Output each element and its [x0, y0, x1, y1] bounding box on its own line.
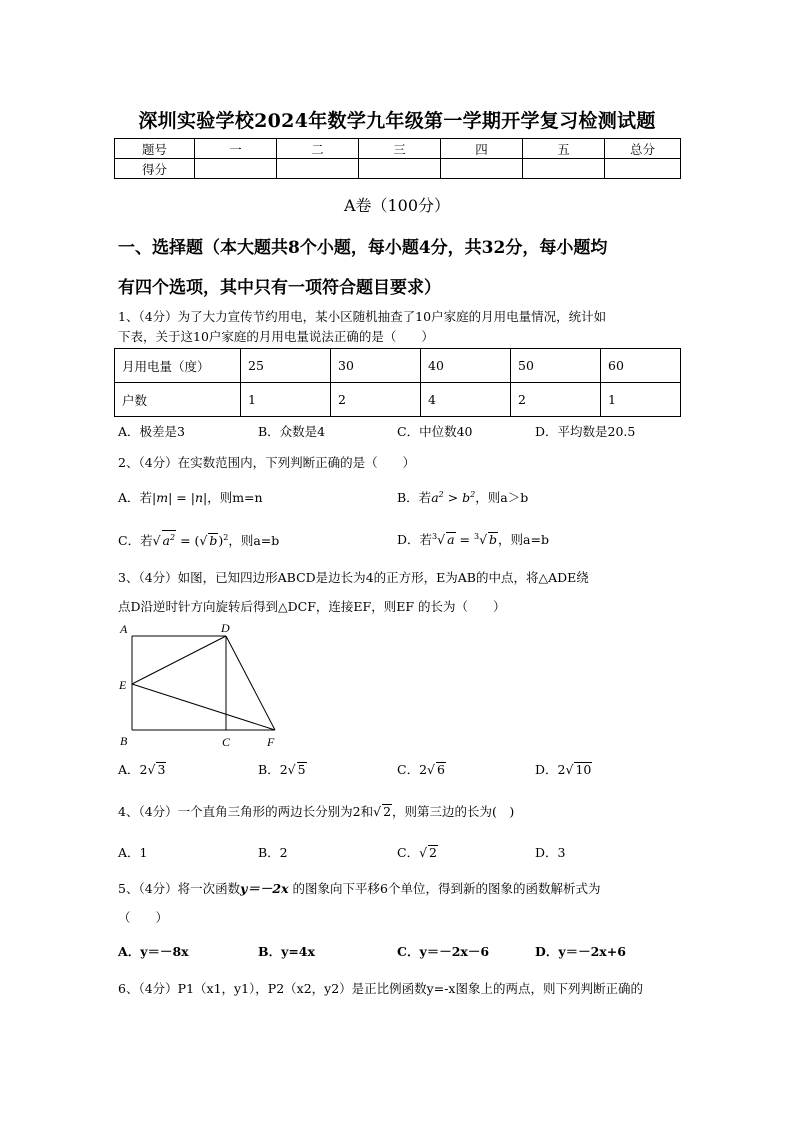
q2-option-b-prefix: B．若	[397, 490, 432, 505]
q3-figure	[112, 618, 292, 753]
q2-option-a[interactable]	[118, 488, 263, 506]
score-table	[114, 138, 681, 179]
q1-table-cell: 60	[601, 349, 681, 383]
score-header-cell: 一	[195, 139, 277, 159]
label-a: A	[120, 622, 128, 636]
q4-option-c-letter: C．	[397, 845, 420, 860]
q4-stem-suffix: ，则第三边的长为( )	[392, 804, 515, 819]
q3-option-b[interactable]: B．2√ 5	[258, 762, 306, 777]
q1-table-row	[115, 383, 681, 417]
q1-option-c[interactable]: C．中位数40	[397, 424, 473, 439]
q4-stem-prefix: 4、（4分）一个直角三角形的两边长分别为2和	[118, 804, 374, 819]
score-header-cell: 二	[277, 139, 359, 159]
score-header-cell: 五	[523, 139, 605, 159]
q2-option-b-formula: $a^2 > b^2$	[431, 489, 476, 505]
q5-function: y＝－2x	[240, 881, 289, 896]
q3-option-a-radicand: 3	[157, 762, 166, 777]
part1-heading-line2: 有四个选项，其中只有一项符合题目要求）	[118, 278, 441, 298]
segment-ed	[132, 636, 226, 684]
q5-stem-prefix: 5、（4分）将一次函数	[118, 881, 241, 896]
q1-table-cell: 2	[511, 383, 601, 417]
q5-option-d[interactable]: D．y＝－2x+6	[535, 944, 626, 959]
q1-table-cell: 1	[601, 383, 681, 417]
score-table-score-row	[115, 159, 681, 179]
score-header-cell: 总分	[605, 139, 681, 159]
score-table-header-row	[115, 139, 681, 159]
score-cell	[441, 159, 523, 179]
q5-option-a[interactable]: A．y＝－8x	[118, 944, 189, 959]
q5-stem-line2: （ ）	[118, 910, 169, 925]
q4-option-c[interactable]: C．√ 2	[397, 845, 437, 860]
q3-option-c-letter: C．	[397, 762, 420, 777]
q1-data-table	[114, 348, 681, 417]
q4-option-c-radicand: 2	[429, 845, 437, 860]
q1-option-b[interactable]: B．众数是4	[258, 424, 326, 439]
q1-table-cell: 1	[241, 383, 331, 417]
segment-ef	[132, 684, 275, 730]
part1-heading-line1: 一、选择题（本大题共8个小题，每小题4分，共32分，每小题均	[118, 238, 608, 258]
segment-df	[226, 636, 275, 730]
score-header-cell: 题号	[115, 139, 195, 159]
score-cell	[195, 159, 277, 179]
q3-option-a[interactable]: A．2√ 3	[118, 762, 166, 777]
q2-option-a-formula: |m| = |n|	[152, 490, 208, 505]
q2-option-c[interactable]	[118, 530, 279, 549]
q1-stem-line1: 1、（4分）为了大力宣传节约用电，某小区随机抽查了10户家庭的月用电量情况，统计如	[118, 309, 607, 324]
score-header-cell: 四	[441, 139, 523, 159]
q4-option-b[interactable]: B．2	[258, 845, 288, 860]
q2-option-d[interactable]	[397, 530, 549, 548]
q1-table-cell: 4	[421, 383, 511, 417]
q3-option-b-radicand: 5	[297, 762, 306, 777]
q3-option-d-letter: D．	[535, 762, 558, 777]
q1-option-a[interactable]: A．极差是3	[118, 424, 185, 439]
label-b: B	[120, 734, 128, 748]
q1-table-cell: 月用电量（度）	[115, 349, 241, 383]
q6-stem: 6、（4分）P1（x1，y1），P2（x2，y2）是正比例函数y=-x图象上的两点，则下列判断正确的	[118, 981, 643, 996]
q2-option-c-formula: √ $a^2$ = (√ b)$^2$	[153, 533, 229, 548]
q2-option-a-prefix: A．若	[118, 490, 153, 505]
q1-option-d[interactable]: D．平均数是20.5	[535, 424, 636, 439]
score-header-cell: 三	[359, 139, 441, 159]
score-cell	[605, 159, 681, 179]
q3-option-d[interactable]: D．2√ 10	[535, 762, 592, 777]
score-cell	[359, 159, 441, 179]
q4-option-a[interactable]: A．1	[118, 845, 148, 860]
q1-table-cell: 户数	[115, 383, 241, 417]
q3-option-a-coef: 2	[139, 762, 148, 777]
score-cell	[523, 159, 605, 179]
page-title: 深圳实验学校2024年数学九年级第一学期开学复习检测试题	[138, 110, 656, 132]
q4-stem: 4、（4分）一个直角三角形的两边长分别为2和√ 2，则第三边的长为( )	[118, 804, 515, 819]
q3-stem-line1: 3、（4分）如图，已知四边形ABCD是边长为4的正方形，E为AB的中点，将△ADE绕	[118, 570, 589, 585]
label-d: D	[221, 621, 230, 635]
label-e: E	[119, 678, 127, 692]
q3-stem-line2: 点D沿逆时针方向旋转后得到△DCF，连接EF，则EF 的长为（ ）	[118, 599, 506, 614]
q3-option-d-coef: 2	[557, 762, 566, 777]
q3-option-c-coef: 2	[419, 762, 428, 777]
q3-option-c[interactable]: C．2√ 6	[397, 762, 445, 777]
q4-stem-radicand: 2	[383, 804, 392, 819]
q1-table-cell: 30	[331, 349, 421, 383]
q3-option-a-letter: A．	[118, 762, 140, 777]
q1-table-cell: 25	[241, 349, 331, 383]
q3-option-b-coef: 2	[279, 762, 288, 777]
q2-option-d-formula: $^3$√ a = $^3$√ b	[432, 531, 498, 547]
q2-option-b[interactable]	[397, 488, 528, 506]
q3-option-b-letter: B．	[258, 762, 280, 777]
score-cell	[277, 159, 359, 179]
q5-stem-line1	[118, 879, 601, 899]
q3-option-d-radicand: 10	[575, 762, 592, 777]
q3-option-c-radicand: 6	[437, 762, 445, 777]
q5-stem-suffix: 的图象向下平移6个单位，得到新的图象的函数解析式为	[288, 881, 601, 896]
q1-stem-line2: 下表，关于这10户家庭的月用电量说法正确的是（ ）	[118, 329, 434, 344]
label-f: F	[267, 735, 275, 749]
label-c: C	[222, 735, 231, 749]
q2-option-a-suffix: ，则m=n	[207, 490, 263, 505]
q1-table-cell: 2	[331, 383, 421, 417]
score-row-label: 得分	[115, 159, 195, 179]
q2-option-b-suffix: ，则a＞b	[475, 490, 529, 505]
q5-option-c[interactable]: C．y＝－2x－6	[397, 944, 490, 959]
q2-stem: 2、（4分）在实数范围内，下列判断正确的是（ ）	[118, 455, 416, 470]
q4-option-d[interactable]: D．3	[535, 845, 566, 860]
section-a-heading: A卷（100分）	[343, 196, 451, 215]
q1-table-row	[115, 349, 681, 383]
q5-option-b[interactable]: B．y=4x	[258, 944, 315, 959]
q2-option-c-prefix: C．若	[118, 533, 153, 549]
q1-table-cell: 50	[511, 349, 601, 383]
q2-option-d-prefix: D．若	[397, 532, 433, 547]
q1-table-cell: 40	[421, 349, 511, 383]
q2-option-c-suffix: ，则a=b	[228, 533, 280, 549]
q2-option-d-suffix: ，则a=b	[498, 532, 549, 547]
